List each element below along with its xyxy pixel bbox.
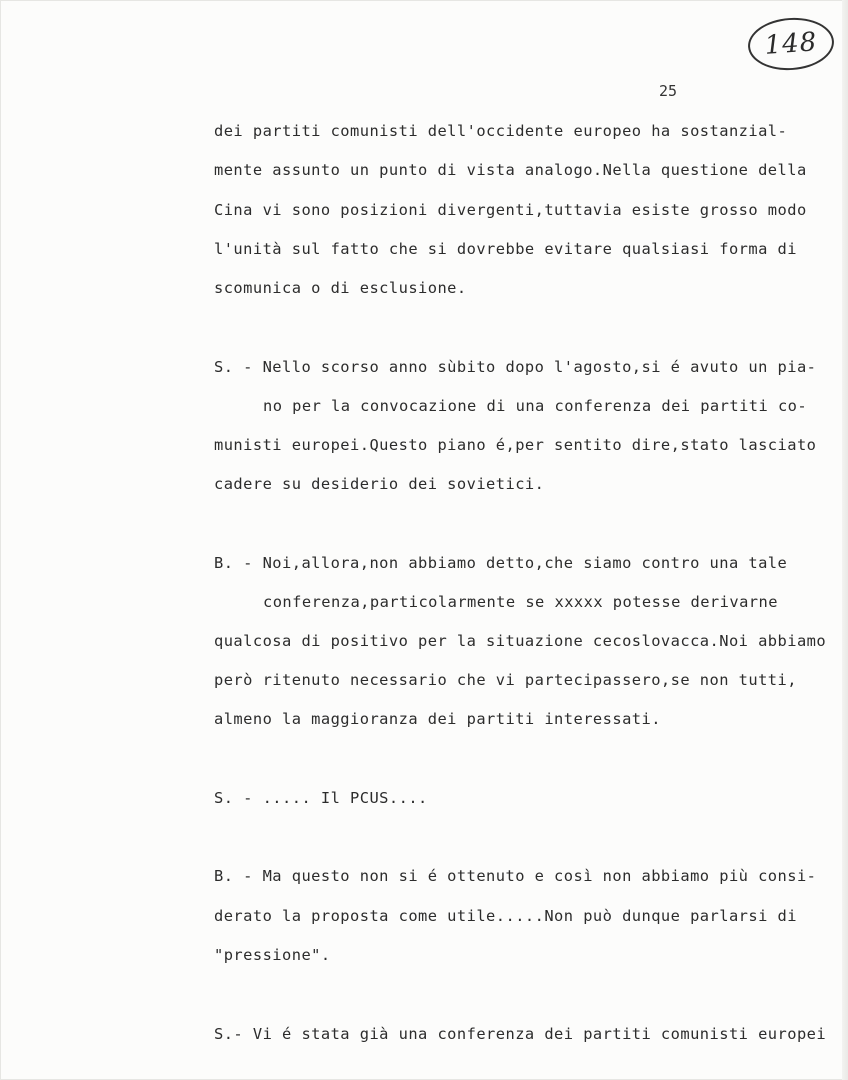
- text-line: l'unità sul fatto che si dovrebbe evitare qualsiasi forma di: [214, 240, 797, 258]
- text-line: Cina vi sono posizioni divergenti,tuttavia esiste grosso modo: [214, 201, 807, 219]
- text-line: munisti europei.Questo piano é,per sentito dire,stato lasciato: [214, 436, 817, 454]
- text-line: no per la convocazione di una conferenza dei partiti co-: [263, 397, 808, 415]
- text-line: S. - Nello scorso anno sùbito dopo l'agosto,si é avuto un pia-: [214, 358, 817, 376]
- text-line: almeno la maggioranza dei partiti interessati.: [214, 710, 661, 728]
- page-number: 25: [659, 82, 678, 100]
- text-line: conferenza,particolarmente se xxxxx potesse derivarne: [263, 593, 778, 611]
- text-line: però ritenuto necessario che vi partecipassero,se non tutti,: [214, 671, 797, 689]
- text-line: mente assunto un punto di vista analogo.Nella questione della: [214, 161, 807, 179]
- text-line: B. - Noi,allora,non abbiamo detto,che siamo contro una tale: [214, 554, 788, 572]
- text-line: derato la proposta come utile.....Non può dunque parlarsi di: [214, 907, 797, 925]
- page-edge: [842, 0, 848, 1080]
- text-line: S. - ..... Il PCUS....: [214, 789, 428, 807]
- text-line: qualcosa di positivo per la situazione cecoslovacca.Noi abbiamo: [214, 632, 827, 650]
- text-line: B. - Ma questo non si é ottenuto e così non abbiamo più consi-: [214, 867, 817, 885]
- text-line: cadere su desiderio dei sovietici.: [214, 475, 545, 493]
- archive-stamp-number: 148: [746, 15, 835, 73]
- text-line: "pressione".: [214, 946, 331, 964]
- text-line: dei partiti comunisti dell'occidente europeo ha sostanzial-: [214, 122, 788, 140]
- text-line: scomunica o di esclusione.: [214, 279, 467, 297]
- text-line: S.- Vi é stata già una conferenza dei partiti comunisti europei: [214, 1025, 827, 1043]
